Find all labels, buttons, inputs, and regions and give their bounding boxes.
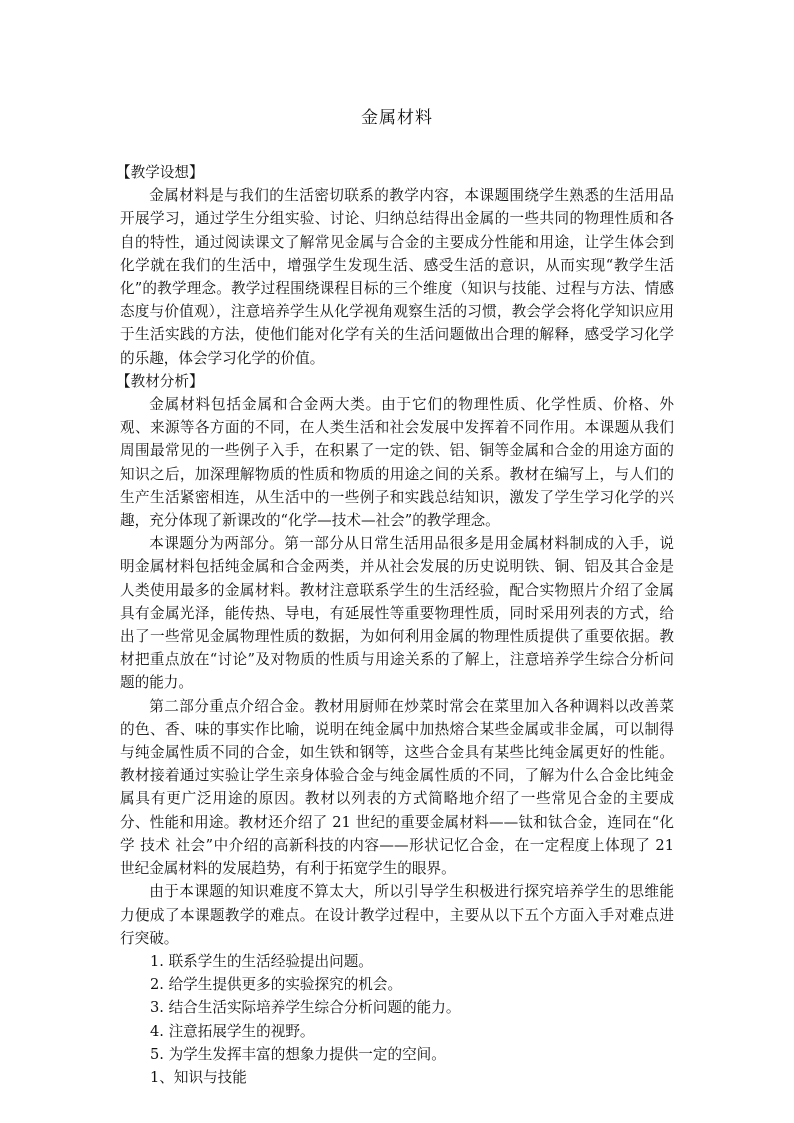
list-item: 3. 结合生活实际培养学生综合分析问题的能力。 (150, 999, 461, 1017)
paragraph: 第二部分重点介绍合金。教材用厨师在炒菜时常会在菜里加入各种调料以改善菜的色、香、味的事实作比喻，说明在纯金属中加热熔合某些金属或非金属，可以制得与纯金属性质不同的合金，如生铁和钢等，这些合金具有某些比纯金属更好的性能。教材接着通过实验让学生亲身体验合金与纯金属性质的不同，了解为什么合金比纯金属具有更广泛用途的原因。教材以列表的方式简略地介绍了一些常见合金的主要成分、性能和用途。教材还介绍了 21 世纪的重要金属材料——钛和钛合金，连同在“化学 技术 社会”中介绍的高新科技的内容——形状记忆合金，在一定程度上体现了 21 世纪金属材料的发展趋势，有利于拓宽学生的眼界。 (120, 697, 674, 878)
list-item: 2. 给学生提供更多的实验探究的机会。 (150, 976, 403, 994)
section-heading-teaching-design: 【教学设想】 (116, 164, 204, 181)
paragraph: 金属材料是与我们的生活密切联系的教学内容，本课题围绕学生熟悉的生活用品开展学习，通过学生分组实验、讨论、归纳总结得出金属的一些共同的物理性质和各自的特性，通过阅读课文了解常见金属与合金的主要成分性能和用途，让学生体会到化学就在我们的生活中，增强学生发现生活、感受生活的意识，从而实现“教学生活化”的教学理念。教学过程围绕课程目标的三个维度（知识与技能、过程与方法、情感态度与价值观），注意培养学生从化学视角观察生活的习惯，教会学会将化学知识应用于生活实践的方法，使他们能对化学有关的生活问题做出合理的解释，感受学习化学的乐趣，体会学习化学的价值。 (120, 187, 674, 367)
section-heading-textbook-analysis: 【教材分析】 (116, 372, 204, 390)
list-item: 5. 为学生发挥丰富的想象力提供一定的空间。 (150, 1045, 446, 1063)
list-item: 1. 联系学生的生活经验提出问题。 (150, 952, 373, 970)
page-title: 金属材料 (361, 108, 433, 128)
paragraph: 由于本课题的知识难度不算太大，所以引导学生积极进行探究培养学生的思维能力便成了本课题教学的难点。在设计教学过程中，主要从以下五个方面入手对难点进行突破。 (120, 883, 674, 947)
document-body (116, 161, 674, 1089)
paragraph: 本课题分为两部分。第一部分从日常生活用品很多是用金属材料制成的入手，说明金属材料包括纯金属和合金两类，并从社会发展的历史说明铁、铜、铝及其合金是人类使用最多的金属材料。教材注意联系学生的生活经验，配合实物照片介绍了金属具有金属光泽，能传热、导电，有延展性等重要物理性质，同时采用列表的方式，给出了一些常见金属物理性质的数据，为如何利用金属的物理性质提供了重要依据。教材把重点放在“讨论”及对物质的性质与用途关系的了解上，注意培养学生综合分析问题的能力。 (120, 535, 674, 692)
paragraph: 金属材料包括金属和合金两大类。由于它们的物理性质、化学性质、价格、外观、来源等各方面的不同，在人类生活和社会发展中发挥着不同作用。本课题从我们周围最常见的一些例子入手，在积累了一定的铁、铝、铜等金属和合金的用途方面的知识之后，加深理解物质的性质和物质的用途之间的关系。教材在编写上，与人们的生产生活紧密相连，从生活中的一些例子和实践总结知识，激发了学生学习化学的兴趣，充分体现了新课改的“化学—技术—社会”的教学理念。 (120, 396, 674, 530)
list-item: 1、知识与技能 (150, 1068, 247, 1086)
list-item: 4. 注意拓展学生的视野。 (150, 1022, 315, 1040)
